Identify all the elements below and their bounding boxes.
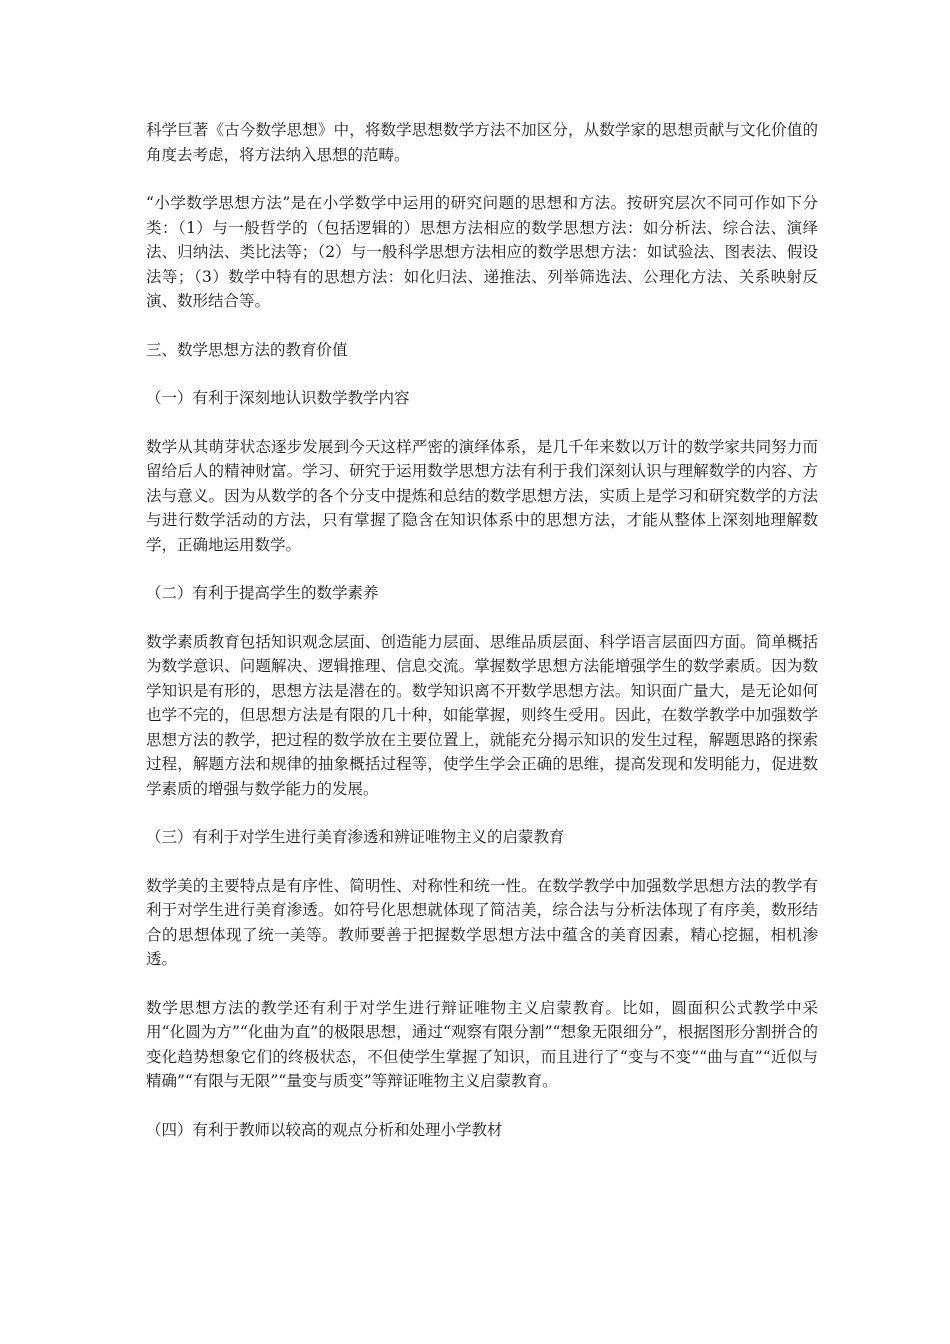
paragraph-intro-history: 科学巨著《古今数学思想》中，将数学思想数学方法不加区分，从数学家的思想贡献与文化价值的角度去考虑，将方法纳入思想的范畴。	[146, 121, 818, 164]
paragraph-method-classification: “小学数学思想方法”是在小学数学中运用的研究问题的思想和方法。按研究层次不同可作如下分类：（1）与一般哲学的（包括逻辑的）思想方法相应的数学思想方法：如分析法、综合法、演绎法、归纳法、类比法等；（2）与一般科学思想方法相应的数学思想方法：如试验法、图表法、假设法等；（3）数学中特有的思想方法：如化归法、递推法、列举筛选法、公理化方法、关系映射反演、数形结合等。	[146, 194, 818, 310]
paragraph-understanding-content: 数学从其萌芽状态逐步发展到今天这样严密的演绎体系，是几千年来数以万计的数学家共同努力而留给后人的精神财富。学习、研究于运用数学思想方法有利于我们深刻认识与理解数学的内容、方法与意义。因为从数学的各个分支中提炼和总结的数学思想方法，实质上是学习和研究数学的方法与进行数学活动的方法，只有掌握了隐含在知识体系中的思想方法，才能从整体上深刻地理解数学，正确地运用数学。	[146, 437, 818, 554]
paragraph-math-literacy: 数学素质教育包括知识观念层面、创造能力层面、思维品质层面、科学语言层面四方面。简单概括为数学意识、问题解决、逻辑推理、信息交流。掌握数学思想方法能增强学生的数学素质。因为数学知识是有形的，思想方法是潜在的。数学知识离不开数学思想方法。知识面广量大，是无论如何也学不完的，但思想方法是有限的几十种，如能掌握，则终生受用。因此，在数学教学中加强数学思想方法的教学，把过程的数学放在主要位置上，就能充分揭示知识的发生过程，解题思路的探索过程，解题方法和规律的抽象概括过程等，使学生学会正确的思维，提高发现和发明能力，促进数学素质的增强与数学能力的发展。	[146, 632, 818, 798]
subsection-heading-2: （二）有利于提高学生的数学素养	[146, 584, 379, 602]
subsection-heading-1: （一）有利于深刻地认识数学教学内容	[146, 389, 410, 407]
subsection-heading-3: （三）有利于对学生进行美育渗透和辨证唯物主义的启蒙教育	[146, 828, 565, 846]
paragraph-dialectical-education: 数学思想方法的教学还有利于对学生进行辩证唯物主义启蒙教育。比如，圆面积公式教学中采用“化圆为方”“化曲为直”的极限思想，通过“观察有限分割”“想象无限细分”，根据图形分割拼合的变化趋势想象它们的终极状态，不但使学生掌握了知识，而且进行了“变与不变”“曲与直”“近似与精确”“有限与无限”“量变与质变”等辩证唯物主义启蒙教育。	[146, 998, 818, 1090]
document-body	[146, 118, 818, 1166]
subsection-heading-4: （四）有利于教师以较高的观点分析和处理小学教材	[146, 1120, 503, 1139]
paragraph-aesthetic-education: 数学美的主要特点是有序性、简明性、对称性和统一性。在数学教学中加强数学思想方法的教学有利于对学生进行美育渗透。如符号化思想就体现了简洁美，综合法与分析法体现了有序美，数形结合的思想体现了统一美等。教师要善于把握数学思想方法中蕴含的美育因素，精心挖掘，相机渗透。	[146, 876, 818, 968]
section-heading-3: 三、数学思想方法的教育价值	[146, 340, 348, 359]
